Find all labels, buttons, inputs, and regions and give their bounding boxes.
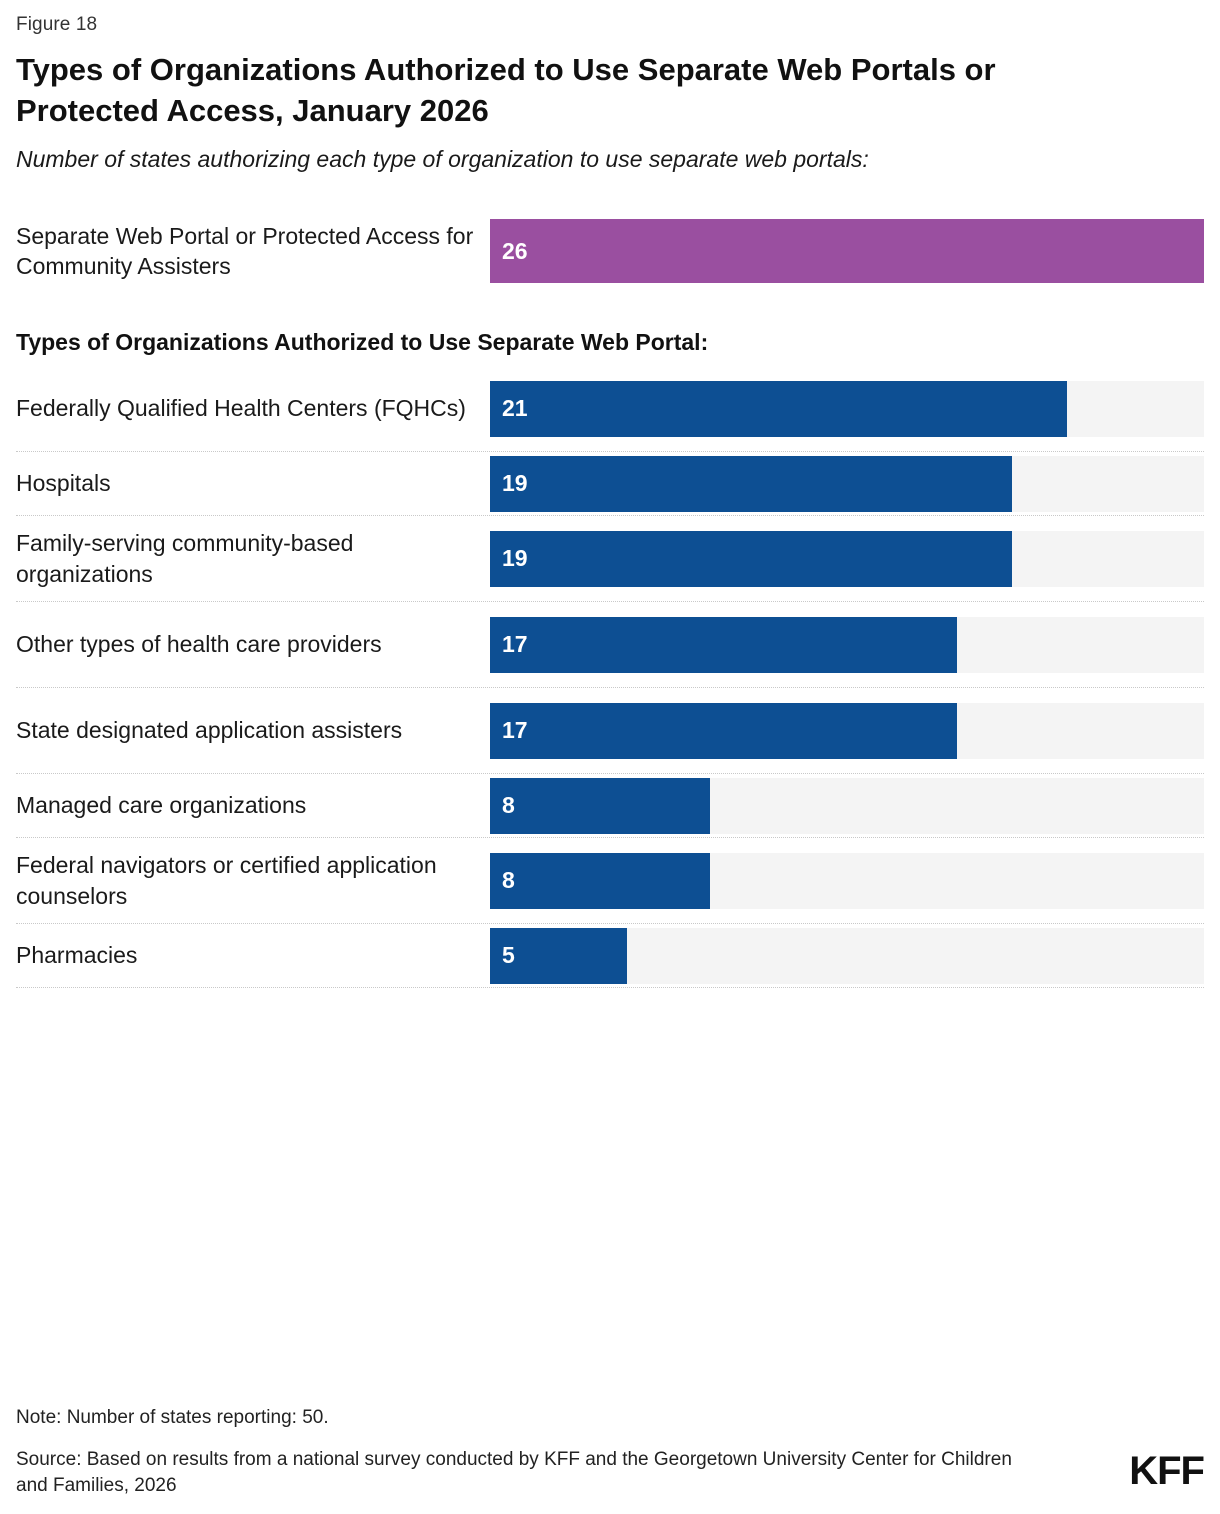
highlight-bar [490, 219, 1204, 283]
bar-row-track [490, 381, 1204, 437]
bar-row-track [490, 928, 1204, 984]
bar [490, 531, 1012, 587]
table-row [16, 602, 1204, 688]
bar-row-track [490, 531, 1204, 587]
highlight-row [16, 219, 1204, 283]
table-row [16, 774, 1204, 838]
bar-value: 5 [502, 942, 515, 969]
page-title: Types of Organizations Authorized to Use Separate Web Portals or Protected Access, January 2026 [16, 52, 996, 128]
chart [16, 219, 1204, 988]
section-heading: Types of Organizations Authorized to Use Separate Web Portal: [16, 329, 709, 356]
table-row [16, 688, 1204, 774]
bar-value: 17 [502, 631, 528, 658]
bar-row-track [490, 778, 1204, 834]
bar [490, 617, 957, 673]
bar-value: 19 [502, 545, 528, 572]
bar [490, 853, 710, 909]
bar-row-label: Family-serving community-based organizations [16, 530, 354, 587]
bar-row-label: Managed care organizations [16, 792, 307, 819]
bar-row-label: Hospitals [16, 470, 111, 497]
table-row [16, 924, 1204, 988]
bar-rows [16, 366, 1204, 988]
bar-row-label: Other types of health care providers [16, 631, 382, 658]
figure-footer [16, 1407, 1204, 1500]
bar-row-track [490, 703, 1204, 759]
bar [490, 928, 627, 984]
bar-value: 21 [502, 395, 528, 422]
highlight-row-track [490, 219, 1204, 283]
bar-value: 8 [502, 867, 515, 894]
bar-row-label: Federal navigators or certified application counselors [16, 852, 437, 909]
bar-value: 8 [502, 792, 515, 819]
table-row [16, 838, 1204, 924]
highlight-row-label: Separate Web Portal or Protected Access for Community Assisters [16, 222, 474, 280]
bar-row-label: Pharmacies [16, 942, 138, 969]
bar [490, 381, 1067, 437]
bar-row-label: Federally Qualified Health Centers (FQHCs) [16, 395, 466, 422]
chart-subtitle: Number of states authorizing each type of organization to use separate web portals: [16, 145, 869, 172]
bar [490, 456, 1012, 512]
table-row [16, 516, 1204, 602]
note-text: Note: Number of states reporting: 50. [16, 1406, 329, 1428]
bar-row-track [490, 853, 1204, 909]
bar-value: 19 [502, 470, 528, 497]
figure-label: Figure 18 [16, 14, 98, 35]
highlight-bar-value: 26 [502, 237, 528, 264]
bar [490, 778, 710, 834]
bar-value: 17 [502, 717, 528, 744]
kff-logo: KFF [1129, 1449, 1204, 1493]
bar-row-label: State designated application assisters [16, 717, 403, 744]
table-row [16, 366, 1204, 452]
bar-row-track [490, 617, 1204, 673]
source-text: Source: Based on results from a national survey conducted by KFF and the Georgetown University Center for Children and Families, 2026 [16, 1448, 1012, 1497]
bar-row-track [490, 456, 1204, 512]
table-row [16, 452, 1204, 516]
bar [490, 703, 957, 759]
